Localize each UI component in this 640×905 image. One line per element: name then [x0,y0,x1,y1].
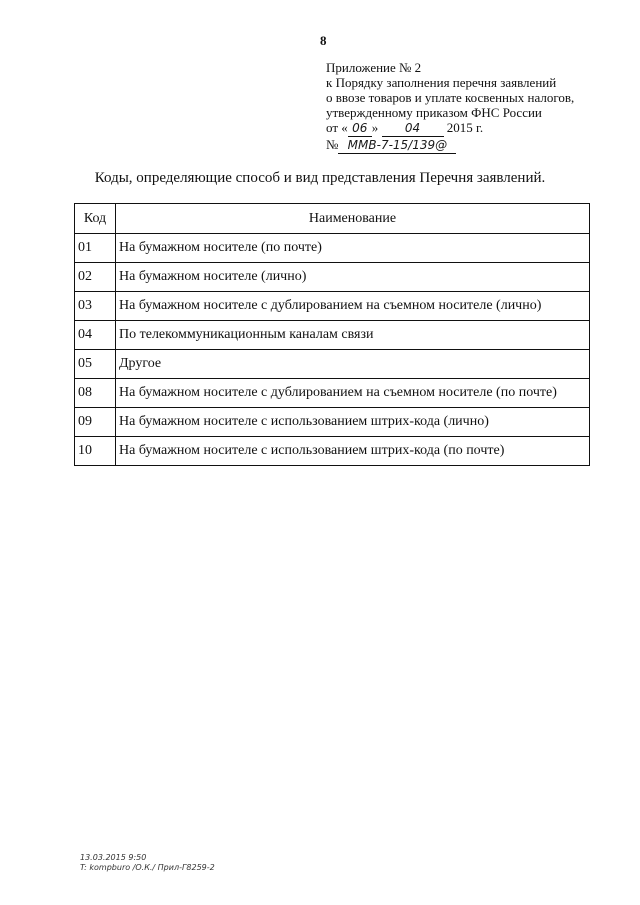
table-row [75,437,590,466]
appendix-line-4: утвержденному приказом ФНС России [326,105,542,120]
order-number: ММВ-7-15/139@ [338,138,456,154]
footer-timestamp: 13.03.2015 9:50 [80,853,147,862]
row-code: 03 [75,292,116,321]
number-prefix: № [326,137,339,152]
appendix-block [326,60,574,154]
row-name: На бумажном носителе (лично) [116,263,590,292]
table-row [75,408,590,437]
date-day: 06 [348,121,372,137]
codes-table [74,203,590,466]
print-footer [80,853,215,873]
table-row [75,263,590,292]
header-name: Наименование [116,204,590,234]
document-title: Коды, определяющие способ и вид представления Перечня заявлений. [94,170,546,186]
row-name: На бумажном носителе с использованием штрих-кода (по почте) [116,437,590,466]
table-row [75,379,590,408]
footer-reference: T: kompburo /О.К./ Прил-Г8259-2 [80,863,215,872]
row-name: По телекоммуникационным каналам связи [116,321,590,350]
table-row [75,350,590,379]
table-row [75,292,590,321]
table-row [75,321,590,350]
row-code: 09 [75,408,116,437]
row-name: На бумажном носителе с использованием штрих-кода (лично) [116,408,590,437]
appendix-line-3: о ввозе товаров и уплате косвенных налогов, [326,90,575,105]
row-name: На бумажном носителе (по почте) [116,234,590,263]
appendix-date-line [326,120,574,137]
appendix-number-line [326,137,574,154]
date-mid: » [371,120,379,135]
row-code: 05 [75,350,116,379]
row-code: 04 [75,321,116,350]
date-year: 2015 г. [446,120,484,135]
row-code: 02 [75,263,116,292]
appendix-line-2: к Порядку заполнения перечня заявлений [326,75,557,90]
table-row [75,234,590,263]
row-name: На бумажном носителе с дублированием на съемном носителе (по почте) [116,379,590,408]
appendix-title: Приложение № 2 [326,60,422,75]
header-code: Код [75,204,116,234]
page-number: 8 [320,33,327,48]
row-code: 08 [75,379,116,408]
row-name: На бумажном носителе с дублированием на съемном носителе (лично) [116,292,590,321]
row-code: 10 [75,437,116,466]
table-header-row [75,204,590,234]
date-month: 04 [382,121,444,137]
row-code: 01 [75,234,116,263]
date-prefix: от « [326,120,348,135]
row-name: Другое [116,350,590,379]
